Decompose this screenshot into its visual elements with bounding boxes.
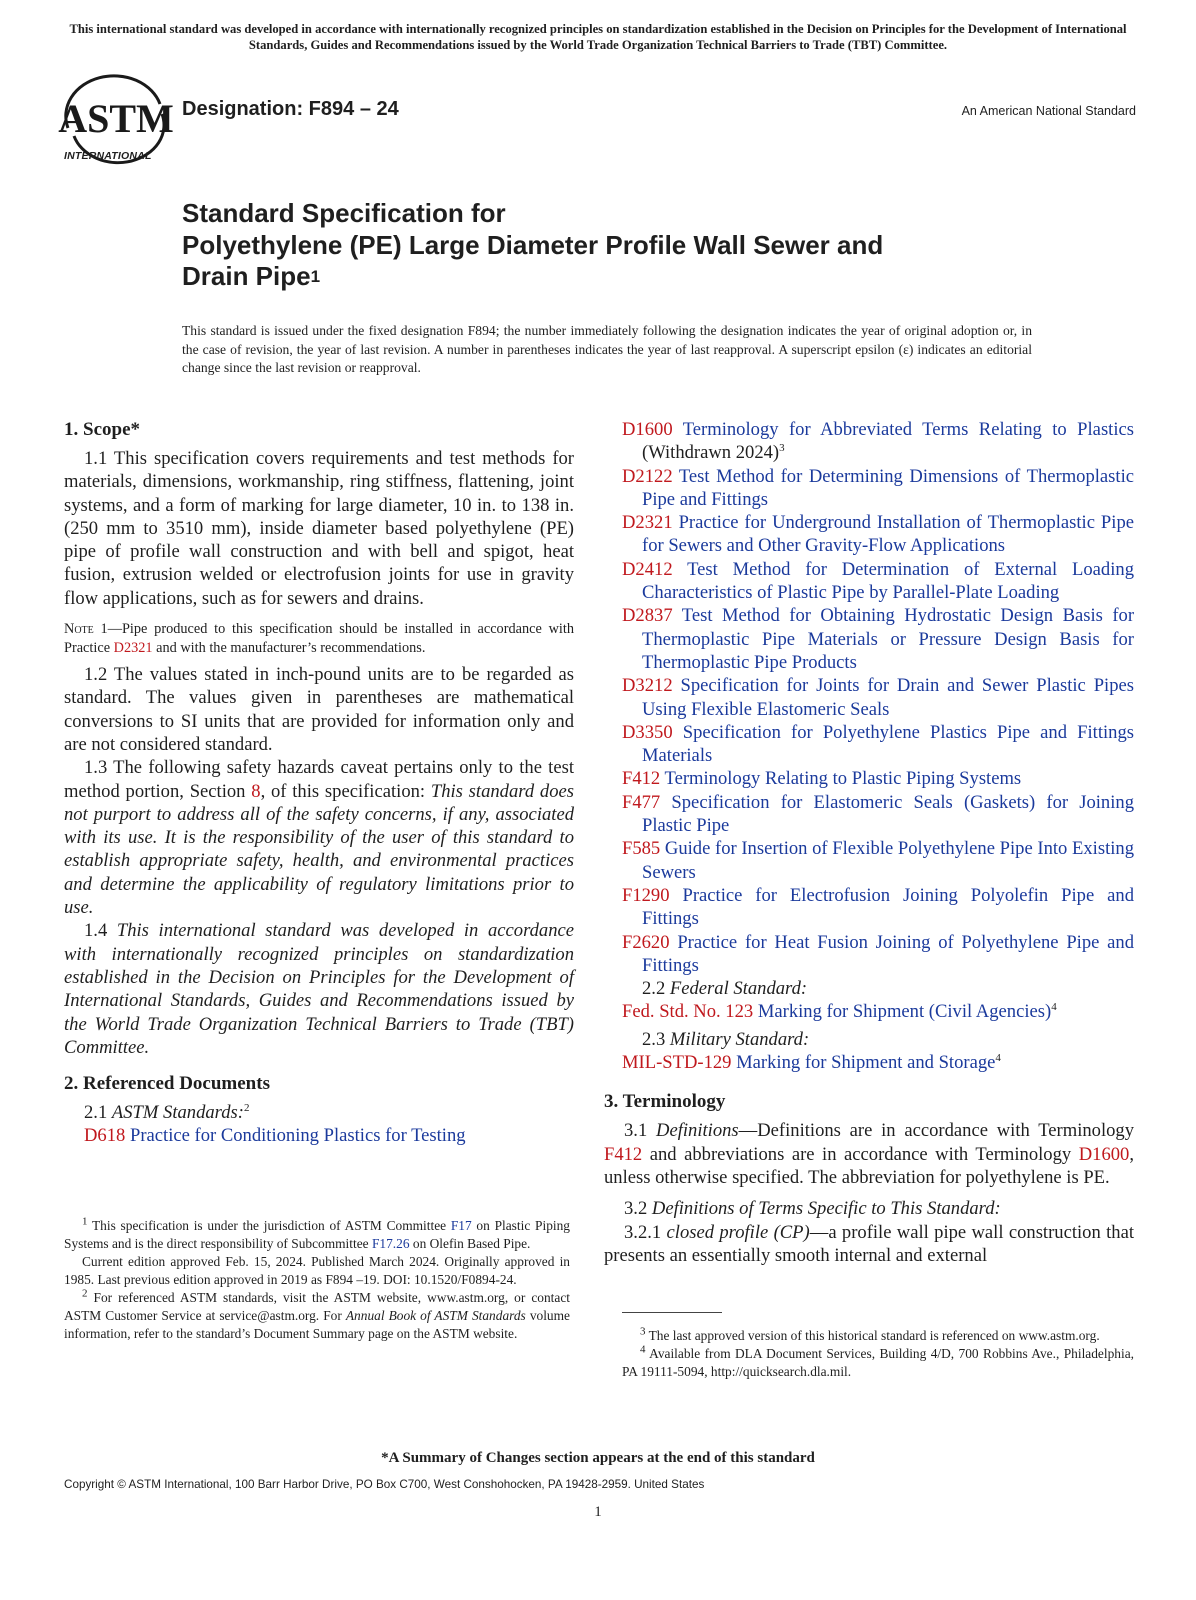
para-1-2: 1.2 The values stated in inch-pound units are to be regarded as standard. The values given in parentheses are mathematical conversions to SI units that are provided for information only and are not considered standard. bbox=[64, 664, 574, 755]
ref-fed-std-123[interactable] bbox=[622, 1000, 1134, 1023]
ref-code[interactable]: D2321 bbox=[622, 512, 673, 534]
ref-title[interactable]: Test Method for Obtaining Hydrostatic Design Basis for Thermoplastic Pipe Materials or Pressure Design Basis for Thermoplastic Pipe Products bbox=[642, 605, 1135, 673]
footnote-1-text-b: on Plastic Piping Systems and is the direct responsibility of Subcommittee bbox=[64, 1218, 570, 1251]
para-3-1-text-b: and abbreviations are in accordance with Terminology bbox=[642, 1143, 1079, 1165]
ref-title[interactable]: Terminology for Abbreviated Terms Relating to Plastics bbox=[682, 419, 1134, 440]
para-2-1 bbox=[64, 1101, 574, 1124]
ref-title[interactable]: Marking for Shipment and Storage bbox=[736, 1052, 996, 1074]
ref-title[interactable]: Practice for Electrofusion Joining Polyolefin Pipe and Fittings bbox=[642, 884, 1134, 930]
committee-f17-link[interactable]: F17 bbox=[450, 1218, 472, 1233]
ref-title[interactable]: Practice for Underground Installation of Thermoplastic Pipe for Sewers and Other Gravity-Flow Applications bbox=[642, 512, 1134, 557]
footnote-4-text: Available from DLA Document Services, Building 4/D, 700 Robbins Ave., Philadelphia, PA 19111-5094, http://quicksearch.dla.mil. bbox=[622, 1346, 1134, 1379]
ref-code[interactable]: F412 bbox=[622, 768, 661, 790]
footnote-1-text-a: This specification is under the jurisdiction of ASTM Committee bbox=[87, 1218, 451, 1233]
ref-d2412[interactable] bbox=[622, 558, 1134, 605]
footnote-4 bbox=[622, 1345, 1134, 1381]
title-footnote-mark: 1 bbox=[310, 267, 321, 286]
ref-code[interactable]: F585 bbox=[622, 838, 661, 860]
footnote-2-italic: Annual Book of ASTM Standards bbox=[345, 1308, 526, 1323]
ref-code[interactable]: D2412 bbox=[622, 558, 673, 580]
document-title bbox=[182, 198, 1082, 293]
para-3-2 bbox=[604, 1197, 1134, 1220]
ref-f1290[interactable] bbox=[622, 884, 1134, 931]
footnote-3-text: The last approved version of this historical standard is referenced on www.astm.org. bbox=[645, 1328, 1100, 1343]
ref-title[interactable]: Practice for Heat Fusion Joining of Polyethylene Pipe and Fittings bbox=[642, 931, 1134, 976]
para-2-2-number: 2.2 bbox=[642, 978, 670, 1000]
para-2-1-number: 2.1 bbox=[84, 1102, 112, 1124]
ref-code[interactable]: Fed. Std. No. 123 bbox=[622, 1001, 754, 1023]
title-line-1: Standard Specification for bbox=[182, 198, 506, 228]
para-3-2-1 bbox=[604, 1221, 1134, 1268]
para-3-1-text-c: , unless otherwise specified. The abbreviation for polyethylene is PE. bbox=[604, 1143, 1134, 1188]
footnote-1 bbox=[64, 1217, 570, 1253]
f412-link[interactable]: F412 bbox=[604, 1143, 643, 1165]
copyright: Copyright © ASTM International, 100 Barr Harbor Drive, PO Box C700, West Conshohocken, PA 19428-2959. United States bbox=[64, 1478, 705, 1491]
para-2-3-label: Military Standard: bbox=[669, 1028, 810, 1050]
ref-code[interactable]: D1600 bbox=[622, 419, 673, 440]
para-3-1-label: Definitions bbox=[656, 1120, 739, 1142]
ref-sup: 3 bbox=[779, 442, 785, 455]
ref-code[interactable]: D3212 bbox=[622, 675, 673, 697]
para-1-3-text-b: , of this specification: bbox=[260, 780, 431, 802]
ref-code[interactable]: F1290 bbox=[622, 884, 670, 906]
note-1 bbox=[64, 620, 574, 657]
para-1-4-number: 1.4 bbox=[84, 920, 117, 942]
ref-code[interactable]: D3350 bbox=[622, 721, 673, 743]
section-2-heading: 2. Referenced Documents bbox=[64, 1073, 270, 1095]
ref-sup: 4 bbox=[995, 1051, 1001, 1064]
footnote-2 bbox=[64, 1289, 570, 1343]
para-3-2-number: 3.2 bbox=[624, 1198, 652, 1220]
para-3-1 bbox=[604, 1119, 1134, 1189]
ref-title[interactable]: Marking for Shipment (Civil Agencies) bbox=[757, 1001, 1052, 1023]
closed-profile-definition: —a profile wall pipe wall construction that presents an essentially smooth internal and external bbox=[604, 1221, 1134, 1266]
footnote-1-mark: 1 bbox=[82, 1215, 88, 1228]
ref-d1600[interactable] bbox=[622, 418, 1134, 465]
footnote-1-text-c: on Olefin Based Pipe. bbox=[409, 1236, 531, 1251]
ref-title[interactable]: Terminology Relating to Plastic Piping Systems bbox=[664, 768, 1022, 790]
ref-title[interactable]: Specification for Joints for Drain and Sewer Plastic Pipes Using Flexible Elastomeric Seals bbox=[642, 675, 1134, 720]
para-3-1-number: 3.1 bbox=[624, 1120, 657, 1142]
footnote-2-text-a: For referenced ASTM standards, visit the ASTM website, www.astm.org, or contact ASTM Customer Service at service@astm.org. For bbox=[64, 1290, 570, 1323]
ref-code[interactable]: D618 bbox=[84, 1125, 126, 1147]
ref-title[interactable]: Specification for Polyethylene Plastics Pipe and Fittings Materials bbox=[642, 721, 1134, 767]
ref-d2122[interactable] bbox=[622, 465, 1134, 512]
note-1-text-b: and with the manufacturer’s recommendations. bbox=[152, 639, 426, 656]
ref-d2321[interactable] bbox=[622, 511, 1134, 558]
closed-profile-term: closed profile (CP) bbox=[666, 1221, 810, 1243]
ref-f477[interactable] bbox=[622, 791, 1134, 838]
left-column bbox=[64, 418, 574, 1148]
para-2-2 bbox=[622, 977, 1134, 1000]
para-2-3 bbox=[622, 1028, 1134, 1051]
summary-of-changes-note: *A Summary of Changes section appears at the end of this standard bbox=[381, 1450, 815, 1466]
para-1-3-text-a: 1.3 The following safety hazards caveat pertains only to the test method portion, Section bbox=[64, 757, 574, 802]
ref-code[interactable]: D2122 bbox=[622, 465, 673, 487]
ref-f412[interactable] bbox=[622, 767, 1134, 790]
footnote-3-mark: 3 bbox=[640, 1325, 646, 1338]
title-line-3 bbox=[182, 261, 1082, 293]
para-1-3 bbox=[64, 756, 574, 919]
d1600-link[interactable]: D1600 bbox=[1078, 1143, 1130, 1165]
ref-title[interactable]: Test Method for Determination of External Loading Characteristics of Plastic Pipe by Parallel-Plate Loading bbox=[642, 558, 1134, 604]
para-2-1-label: ASTM Standards: bbox=[111, 1102, 244, 1124]
ref-f585[interactable] bbox=[622, 837, 1134, 884]
ref-title[interactable]: Guide for Insertion of Flexible Polyethylene Pipe Into Existing Sewers bbox=[642, 838, 1134, 883]
logo-letters: ASTM bbox=[58, 96, 174, 141]
logo-international: INTERNATIONAL bbox=[64, 150, 152, 162]
section-1-heading: 1. Scope* bbox=[64, 419, 140, 440]
ref-sup: 4 bbox=[1051, 1001, 1057, 1014]
para-2-1-sup: 2 bbox=[243, 1101, 250, 1114]
ref-d2837[interactable] bbox=[622, 604, 1134, 674]
astm-logo bbox=[58, 84, 174, 166]
ref-code[interactable]: F477 bbox=[622, 791, 661, 813]
para-2-3-number: 2.3 bbox=[642, 1028, 670, 1050]
para-1-1: 1.1 This specification covers requirements and test methods for materials, dimensions, workmanship, ring stiffness, flattening, joint systems, and a form of marking for large diameter, 10 in. to 138 in. (250 mm to 3510 mm), inside diameter based polyethylene (PE) pipe of profile wall construction and with bell and spigot, heat fusion, extrusion welded or electrofusion joints for use in gravity flow applications, such as for sewers and drains. bbox=[64, 448, 574, 609]
ref-code[interactable]: D2837 bbox=[622, 605, 673, 627]
footnote-4-mark: 4 bbox=[640, 1343, 646, 1356]
ref-code[interactable]: MIL-STD-129 bbox=[622, 1052, 732, 1074]
para-3-2-1-number: 3.2.1 bbox=[624, 1221, 667, 1243]
para-1-4-text: This international standard was developed in accordance with internationally recognized principles on standardization established in the Decision on Principles for the Development of International Standards, Guides and Recommendations issued by the World Trade Organization Technical Barriers to Trade (TBT) Committee. bbox=[64, 920, 575, 1058]
designation: Designation: F894 – 24 bbox=[182, 98, 399, 120]
footnotes-right bbox=[622, 1327, 1134, 1381]
ref-status: (Withdrawn 2024) bbox=[642, 442, 780, 464]
issuance-statement: This standard is issued under the fixed designation F894; the number immediately following the designation indicates the year of original adoption or, in the case of revision, the year of last revision. A number in parentheses indicates the year of last reapproval. A superscript epsilon (ε) indicates an editorial change since the last revision or reapproval. bbox=[182, 323, 1032, 375]
para-3-1-text-a: —Definitions are in accordance with Terminology bbox=[738, 1120, 1135, 1142]
footnote-2-text-b: volume information, refer to the standard’s Document Summary page on the ASTM website. bbox=[64, 1308, 570, 1341]
para-1-4 bbox=[64, 919, 574, 1059]
footnote-3 bbox=[622, 1327, 1134, 1345]
subcommittee-f1726-link[interactable]: F17.26 bbox=[371, 1236, 410, 1251]
astm-logo-icon bbox=[58, 84, 174, 150]
ref-title[interactable]: Practice for Conditioning Plastics for Testing bbox=[129, 1125, 466, 1147]
note-1-link-d2321[interactable]: D2321 bbox=[113, 639, 153, 656]
para-2-2-label: Federal Standard: bbox=[669, 978, 808, 1000]
right-column bbox=[604, 418, 1135, 1267]
title-line-2: Polyethylene (PE) Large Diameter Profile Wall Sewer and bbox=[182, 229, 884, 260]
ref-d3350[interactable] bbox=[622, 721, 1134, 768]
title-line-3-text: Drain Pipe bbox=[182, 261, 311, 291]
ref-d3212[interactable] bbox=[622, 674, 1134, 721]
page-number: 1 bbox=[594, 1504, 602, 1520]
footnote-1-edition: Current edition approved Feb. 15, 2024. Published March 2024. Originally approved in 1985. Last previous edition approved in 2019 as F894 –19. DOI: 10.1520/F0894-24. bbox=[64, 1254, 570, 1287]
ref-d618[interactable] bbox=[84, 1124, 574, 1147]
note-1-label: Note 1 bbox=[64, 621, 108, 638]
ref-code[interactable]: F2620 bbox=[622, 931, 670, 953]
footnote-2-mark: 2 bbox=[82, 1287, 88, 1300]
ref-f2620[interactable] bbox=[622, 931, 1134, 978]
american-national-standard: An American National Standard bbox=[961, 104, 1136, 118]
note-1-text-a: —Pipe produced to this specification should be installed in accordance with Practice bbox=[64, 621, 574, 656]
ref-mil-std-129[interactable] bbox=[622, 1051, 1134, 1074]
safety-caveat: This standard does not purport to address all of the safety concerns, if any, associated with its use. It is the responsibility of the user of this standard to establish appropriate safety, health, and environmental practices and determine the applicability of regulatory limitations prior to use. bbox=[64, 780, 574, 919]
footnote-divider bbox=[622, 1312, 722, 1313]
ref-title[interactable]: Test Method for Determining Dimensions of Thermoplastic Pipe and Fittings bbox=[642, 465, 1134, 510]
ref-title[interactable]: Specification for Elastomeric Seals (Gaskets) for Joining Plastic Pipe bbox=[642, 791, 1134, 837]
referenced-documents-list bbox=[622, 418, 1134, 977]
section-3-heading: 3. Terminology bbox=[604, 1091, 726, 1113]
top-notice: This international standard was developed in accordance with internationally recognized principles on standardization established in the Decision on Principles for the Development of International Standards, Guides and Recommendations issued by the World Trade Organization Technical Barriers to Trade (TBT) Committee. bbox=[69, 22, 1127, 52]
section-8-link[interactable]: 8 bbox=[251, 780, 261, 802]
footnotes-left bbox=[64, 1217, 570, 1343]
para-3-2-label: Definitions of Terms Specific to This Standard: bbox=[651, 1198, 1001, 1220]
